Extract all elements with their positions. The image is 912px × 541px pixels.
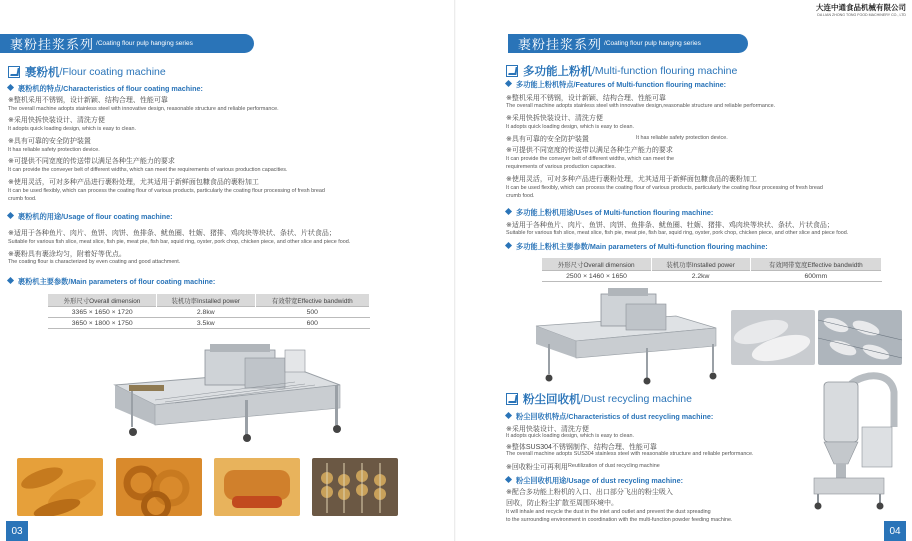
diamond-bullet-icon (505, 412, 512, 419)
dust-usage-en: to the surrounding environment in coordination with the multi-function powder feeding machine. (506, 517, 733, 523)
table-header-row (542, 258, 882, 271)
usage-heading: 裹粉机的用途/Usage of flour coating machine: (8, 212, 173, 222)
page-number: 04 (884, 521, 906, 541)
usage-heading: 多功能上粉机用途/Uses of Multi-function flouring machine: (506, 208, 713, 218)
product-title-en: /Multi-function flouring machine (592, 65, 738, 77)
series-banner (0, 34, 254, 53)
features-heading: 裹粉机的特点/Characteristics of flour coating machine: (8, 84, 203, 94)
product-title (8, 64, 166, 80)
skewers-photo (312, 458, 398, 516)
feature-en: crumb food. (506, 193, 535, 199)
company-logo (816, 2, 906, 17)
conveyor-products-photo (818, 310, 902, 365)
table-row (542, 271, 882, 282)
dust-usage-zh: 回收，防止粉尘扩散至周围环境中。 (506, 500, 618, 507)
dust-feature-en: It adopts quick loading design, which is easy to clean. (506, 433, 634, 439)
onion-rings-photo (116, 458, 202, 516)
dust-usage-en: It will inhale and recycle the dust in the inlet and outlet and prevent the dust spreading (506, 509, 711, 515)
diamond-bullet-icon (505, 80, 512, 87)
dust-feature-en: The overall machine adopts SUS304 stainless steel with reasonable structure and reliable performance. (506, 451, 754, 457)
fried-fish-photo (17, 458, 103, 516)
banner-title-en: /Coating flour pulp hanging series (96, 40, 193, 47)
table-cell: 3365 × 1650 × 1720 (48, 307, 156, 318)
column-header: 有效带宽Effective bandwidth (255, 294, 369, 307)
feature-en: The overall machine adopts stainless steel with innovative design,reasonable structure and reliable performance. (506, 103, 776, 109)
column-header: 装机功率Installed power (651, 258, 750, 271)
dust-feature-zh: ※整体SUS304不锈钢制作、结构合理、性能可靠 (506, 444, 657, 451)
usage-en: Suitable for various fish slice, meat slice, fish pie, meat pie, fish bar, squid ring, oyster, pork chop, chicken piece, and other slice and piece food. (506, 230, 849, 236)
table-header-row (48, 294, 370, 307)
params-heading: 多功能上粉机主要参数/Main parameters of Multi-function flouring machine: (506, 242, 768, 252)
usage-en: Suitable for various fish slice, meat slice, fish pie, meat pie, fish bar, squid ring, oyster, pork chop, chicken piece, and other slice and piece food. (8, 239, 351, 245)
banner-title-zh: 裹粉挂浆系列 (10, 38, 95, 53)
table-cell: 2.8kw (156, 307, 255, 318)
dust-title-zh: 粉尘回收机 (523, 392, 581, 406)
usage-en: The coating flour is characterized by even coating and good attachment. (8, 259, 181, 265)
company-name-zh: 大连中通食品机械有限公司 (816, 3, 906, 12)
product-title (506, 63, 737, 79)
table-cell: 600 (255, 318, 369, 329)
coated-fish-photo (731, 310, 815, 365)
dust-features-heading: 粉尘回收机特点/Characteristics of dust recycling machine: (506, 412, 713, 422)
spec-table (48, 294, 370, 329)
usage-zh: ※适用于各种鱼片、肉片、鱼饼、肉饼、鱼排条、鱿鱼圈、牡蛎、猪排、鸡肉块等块状、条状、片状食品； (8, 230, 336, 237)
column-header: 外形尺寸Overall dimension (542, 258, 651, 271)
feature-zh: ※可提供不同宽度的传送带以满足各种生产能力的要求 (506, 147, 673, 154)
banner-title-en: /Coating flour pulp hanging series (604, 40, 701, 47)
feature-en: crumb food. (8, 196, 37, 202)
usage-zh: ※裹粉具有裹涂均匀，附着好等优点。 (8, 251, 126, 258)
dust-usage-zh: ※配合多功能上粉机的入口、出口部分飞出的粉尘吸入 (506, 489, 673, 496)
spec-table (542, 258, 882, 282)
table-cell: 600mm (750, 271, 881, 282)
feature-zh: ※使用灵活，可对多种产品进行裹粉处理，尤其适用于新鲜面包糠食品的裹粉加工 (8, 179, 259, 186)
table-cell: 2500 × 1460 × 1650 (542, 271, 651, 282)
feature-zh: ※具有可靠的安全防护装置 (506, 136, 589, 143)
table-row (48, 318, 370, 329)
feature-zh: ※具有可靠的安全防护装置 (8, 138, 91, 145)
diamond-bullet-icon (505, 476, 512, 483)
flouring-machine-image (526, 286, 726, 386)
feature-zh: ※采用快拆快装设计、清洗方便 (8, 117, 105, 124)
feature-zh: ※整机采用不锈钢，设计新颖、结构合理、性能可靠 (8, 97, 168, 104)
feature-zh: ※使用灵活，可对多种产品进行裹粉处理，尤其适用于新鲜面包糠食品的裹粉加工 (506, 176, 757, 183)
table-cell: 3.5kw (156, 318, 255, 329)
diamond-bullet-icon (505, 242, 512, 249)
table-cell: 3650 × 1800 × 1750 (48, 318, 156, 329)
diamond-bullet-icon (7, 277, 14, 284)
company-name-en: DA LIAN ZHONG TONG FOOD MACHINERY CO., LTD (817, 13, 906, 17)
feature-en: It adopts quick loading design, which is easy to clean. (8, 126, 136, 132)
feature-zh: ※采用快拆快装设计、清洗方便 (506, 115, 603, 122)
series-banner (508, 34, 748, 53)
feature-en: It can be used flexibly, which can process the coating flour of various products, particularly the coating flour processing of fresh bread (8, 188, 325, 194)
feature-en: It adopts quick loading design, which is easy to clean. (506, 124, 634, 130)
column-header: 有效网带宽度Effective bandwidth (750, 258, 881, 271)
checkbox-icon (506, 393, 518, 405)
dust-feature-zh: ※采用快装设计、清洗方便 (506, 426, 589, 433)
dust-feature-en: Reutilization of dust recycling machine (568, 463, 660, 469)
diamond-bullet-icon (7, 212, 14, 219)
page-number: 03 (6, 521, 28, 541)
feature-en: It can be used flexibly, which can process the coating flour of various products, particularly the coating flour processing of fresh bread (506, 185, 823, 191)
feature-en: It can provide the conveyer belt of different widths, which can meet the (506, 156, 675, 162)
product-title-zh: 多功能上粉机 (523, 64, 592, 78)
feature-en: It can provide the conveyer belt of different widths, which can meet the requirements of various production capacities. (8, 167, 288, 173)
feature-en: requirements of various production capacities. (506, 164, 616, 170)
checkbox-icon (506, 65, 518, 77)
diamond-bullet-icon (505, 208, 512, 215)
dust-title-en: /Dust recycling machine (580, 393, 692, 405)
params-heading: 裹粉机主要参数/Main parameters of flour coating machine: (8, 277, 215, 287)
feature-zh: ※可提供不同宽度的传送带以满足各种生产能力的要求 (8, 158, 175, 165)
checkbox-icon (8, 66, 20, 78)
usage-zh: ※适用于各种鱼片、肉片、鱼饼、肉饼、鱼排条、鱿鱼圈、牡蛎、猪排、鸡肉块等块状、条状、片状食品； (506, 222, 834, 229)
dust-recycling-machine-image (796, 372, 906, 512)
column-header: 装机功率Installed power (156, 294, 255, 307)
feature-en: It has reliable safety protection device. (8, 147, 100, 153)
features-heading: 多功能上粉机特点/Features of Multi-function flouring machine: (506, 80, 726, 90)
dust-usage-heading: 粉尘回收机用途/Usage of dust recycling machine: (506, 476, 683, 486)
column-header: 外形尺寸Overall dimension (48, 294, 156, 307)
dust-feature-zh: ※回收粉尘可再利用 (506, 464, 568, 471)
diamond-bullet-icon (7, 84, 14, 91)
feature-en: It has reliable safety protection device. (636, 135, 728, 141)
flour-coating-machine-image (95, 330, 365, 445)
right-page (456, 0, 912, 541)
product-title-en: /Flour coating machine (59, 66, 166, 78)
feature-zh: ※整机采用不锈钢，设计新颖、结构合理、性能可靠 (506, 95, 666, 102)
dust-machine-title (506, 391, 692, 407)
table-row (48, 307, 370, 318)
fried-chicken-photo (214, 458, 300, 516)
product-title-zh: 裹粉机 (25, 65, 60, 79)
table-cell: 500 (255, 307, 369, 318)
table-cell: 2.2kw (651, 271, 750, 282)
banner-title-zh: 裹粉挂浆系列 (518, 38, 603, 53)
feature-en: The overall machine adopts stainless steel with innovative design, reasonable structure and reliable performance. (8, 106, 279, 112)
